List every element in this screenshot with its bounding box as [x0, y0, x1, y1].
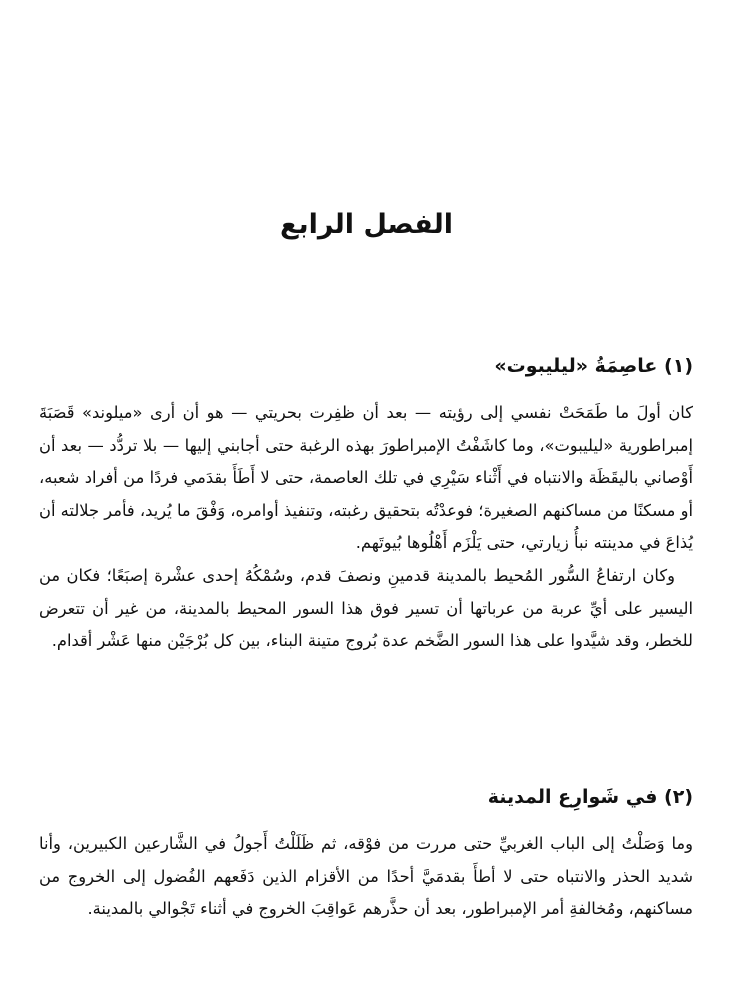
section-1-body	[39, 397, 693, 658]
section-1-heading: (١) عاصِمَةُ «ليليبوت»	[494, 355, 693, 377]
section-2-body	[39, 828, 693, 926]
chapter-title: الفصل الرابع	[280, 209, 453, 240]
section-2-paragraph-1: وما وَصَلْتُ إلى الباب الغربيِّ حتى مررت من فوْقه، ثم ظَلَلْتُ أَجولُ في الشَّارعين الكبيرين، وأنا شديد الحذر والانتباه حتى لا أطأَ بقدمَيَّ أحدًا من الأقزام الذين دَفَعهم الفُضول إلى الخروج من مساكنهم، ومُخالفةِ أمر الإمبراطور، بعد أن حذَّرهم عَواقِبَ الخروج في أثناء تَجْوالي بالمدينة.	[39, 834, 693, 919]
section-2-heading: (٢) في شَوارِع المدينة	[487, 786, 693, 808]
section-1-paragraph-2: وكان ارتفاعُ السُّور المُحيط بالمدينة قدمينِ ونصفَ قدم، وسُمْكُهُ إحدى عشْرة إصبَعًا؛ فكان من اليسير على أيِّ عربة من عرباتها أن تسير فوق هذا السور المحيط بالمدينة، من غير أن تتعرض للخطر، وقد شيَّدوا على هذا السور الضَّخم عدة بُروج متينة البناء، بين كل بُرْجَيْن منها عَشْر أقدام.	[39, 565, 693, 651]
section-1-paragraph-1: كان أولَ ما طَمَحَتْ نفسي إلى رؤيته — بعد أن ظفِرت بحريتي — هو أن أرى «ميلوند» قَصَبَةَ إمبراطورية «ليليبوت»، وما كاشَفْتُ الإمبراطورَ بهذه الرغبة حتى أجابني إليها — بلا تردُّد — بعد أن أَوْصاني باليقَظَة والانتباه في أَثْناء سَيْرِي في تلك العاصمة، حتى لا أَطَأَ بقدَمي فردًا من أفراد شعبه، أو مسكنًا من مساكنهم الصغيرة؛ فوعدْتُه بتحقيق رغبته، وتنفيذ أوامره، وَفْقَ ما يُريد، فأمر جلالته أن يُذاعَ في مدينته نبأُ زيارتي، حتى يَلْزَم أَهْلُوها بُيوتَهم.	[39, 403, 693, 553]
